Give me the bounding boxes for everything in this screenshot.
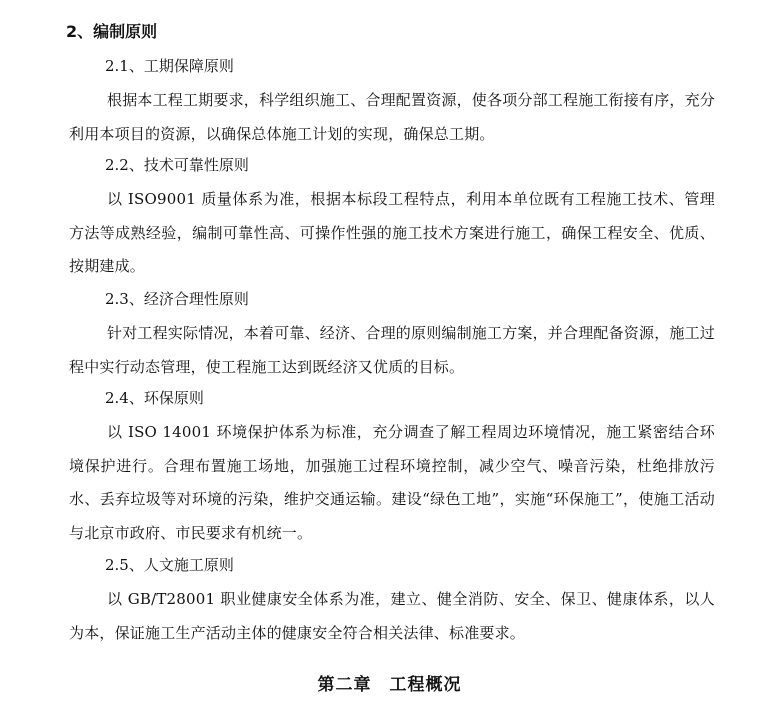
- subsection-text-2-3: 针对工程实际情况，本着可靠、经济、合理的原则编制施工方案，并合理配备资源，施工过程中实行动态管理，使工程施工达到既经济又优质的目标。: [69, 324, 716, 376]
- subsection-text-2-2: 以 ISO9001 质量体系为准，根据本标段工程特点，利用本单位既有工程施工技术、管理方法等成熟经验，编制可靠性高、可操作性强的施工技术方案进行施工，确保工程安全、优质、按期建成。: [69, 190, 715, 275]
- subsection-title-2-3: 2.3、经济合理性原则: [105, 290, 249, 308]
- subsection-title-2-4: 2.4、环保原则: [105, 389, 204, 407]
- chapter-title: 第二章 工程概况: [317, 675, 462, 695]
- section-heading: 2、编制原则: [66, 22, 158, 41]
- subsection-title-2-2: 2.2、技术可靠性原则: [105, 156, 249, 174]
- subsection-text-2-1: 根据本工程工期要求，科学组织施工、合理配置资源，使各项分部工程施工衔接有序，充分利用本项目的资源，以确保总体施工计划的实现，确保总工期。: [69, 91, 716, 143]
- subsection-title-2-1: 2.1、工期保障原则: [105, 57, 234, 75]
- subsection-text-2-4: 以 ISO 14001 环境保护体系为标准，充分调查了解工程周边环境情况，施工紧密结合环境保护进行。合理布置施工场地，加强施工过程环境控制，减少空气、噪音污染，杜绝排放污水、丢弃垃圾等对环境的污染，维护交通运输。建设“绿色工地”，实施“环保施工”，使施工活动与北京市政府、市民要求有机统一。: [69, 423, 715, 542]
- subsection-title-2-5: 2.5、人文施工原则: [105, 556, 234, 574]
- subsection-text-2-5: 以 GB/T28001 职业健康安全体系为准，建立、健全消防、安全、保卫、健康体系，以人为本，保证施工生产活动主体的健康安全符合相关法律、标准要求。: [69, 590, 715, 642]
